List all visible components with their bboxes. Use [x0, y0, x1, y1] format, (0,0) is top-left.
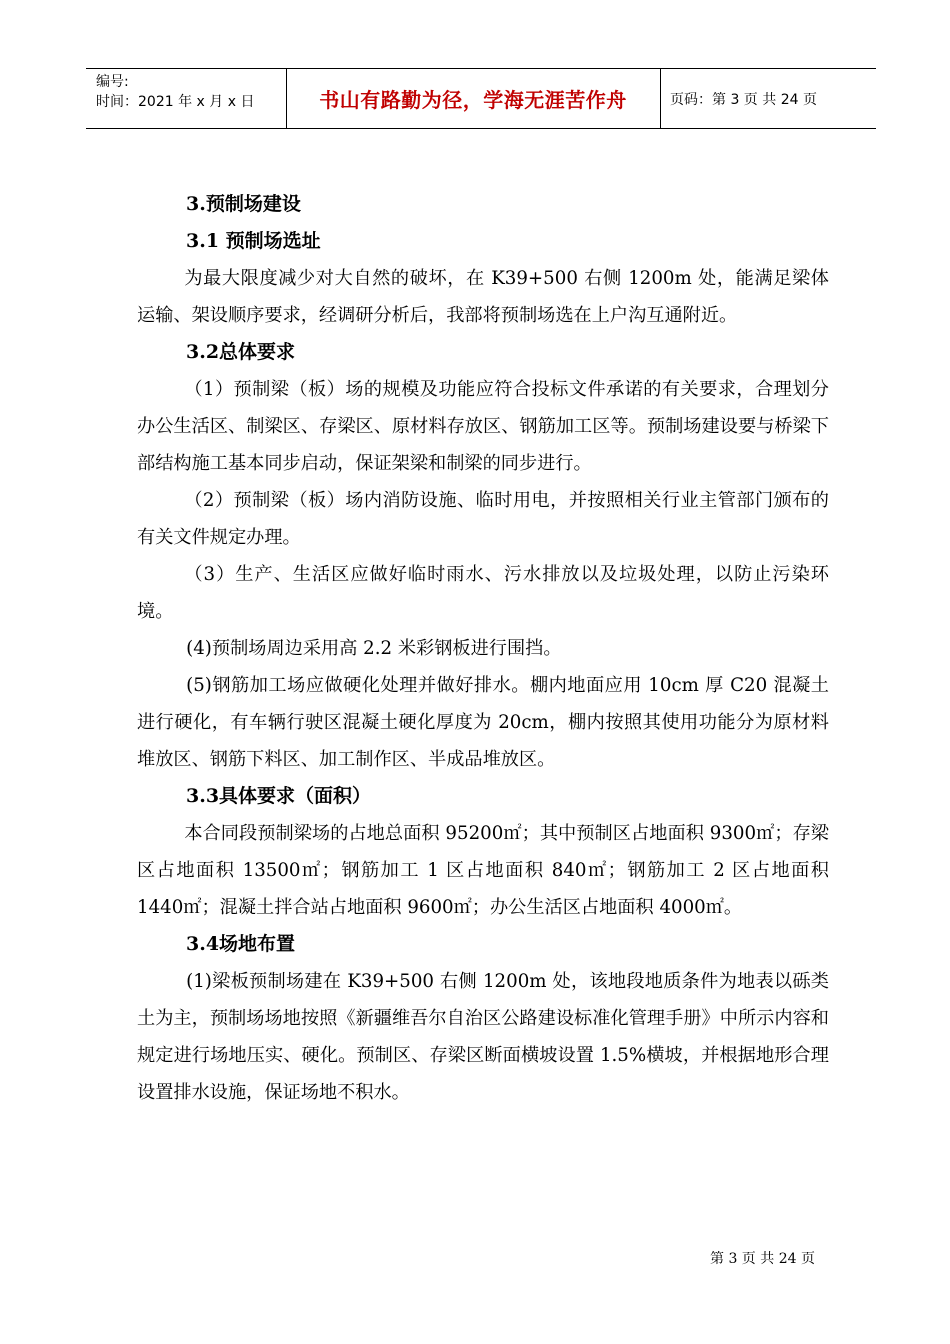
- header-page-label: 页码：第 3 页 共 24 页: [670, 91, 817, 108]
- section-heading: 3.4场地布置: [186, 933, 296, 955]
- body-paragraph: (1)梁板预制场建在 K39+500 右侧 1200m 处，该地段地质条件为地表以砾类土为主，预制场场地按照《新疆维吾尔自治区公路建设标准化管理手册》中所示内容和规定进行场地压实、硬化。预制区、存梁区断面横坡设置 1.5%横坡，并根据地形合理设置排水设施，保证场地不积水。: [137, 971, 829, 1103]
- header-motto: 书山有路勤为径，学海无涯苦作舟: [319, 88, 627, 112]
- body-paragraph: （2）预制梁（板）场内消防设施、临时用电，并按照相关行业主管部门颁布的有关文件规定办理。: [137, 490, 829, 548]
- body-paragraph: (4)预制场周边采用高 2.2 米彩钢板进行围挡。: [186, 638, 562, 659]
- section-heading: 3.3具体要求（面积）: [186, 785, 372, 807]
- body-paragraph: （3）生产、生活区应做好临时雨水、污水排放以及垃圾处理，以防止污染环境。: [137, 564, 829, 622]
- body-paragraph: 为最大限度减少对大自然的破坏，在 K39+500 右侧 1200m 处，能满足梁体运输、架设顺序要求，经调研分析后，我部将预制场选在上户沟互通附近。: [137, 268, 829, 326]
- section-heading: 3.2总体要求: [186, 341, 296, 363]
- section-heading: 3.预制场建设: [186, 193, 301, 215]
- header-meta: [96, 72, 254, 112]
- header-time-label: 时间：2021 年 x 月 x 日: [96, 94, 255, 110]
- body-paragraph: (5)钢筋加工场应做硬化处理并做好排水。棚内地面应用 10cm 厚 C20 混凝土进行硬化，有车辆行驶区混凝土硬化厚度为 20cm，棚内按照其使用功能分为原材料堆放区、钢筋下料区、加工制作区、半成品堆放区。: [137, 675, 829, 770]
- body-paragraph: （1）预制梁（板）场的规模及功能应符合投标文件承诺的有关要求，合理划分办公生活区、制梁区、存梁区、原材料存放区、钢筋加工区等。预制场建设要与桥梁下部结构施工基本同步启动，保证架梁和制梁的同步进行。: [137, 379, 829, 474]
- page-header: [86, 68, 876, 130]
- page-footer: 第 3 页 共 24 页: [710, 1251, 815, 1267]
- body-paragraph: 本合同段预制梁场的占地总面积 95200㎡；其中预制区占地面积 9300㎡；存梁区占地面积 13500㎡；钢筋加工 1 区占地面积 840㎡；钢筋加工 2 区占地面积 1440㎡；混凝土拌合站占地面积 9600㎡；办公生活区占地面积 4000㎡。: [137, 823, 829, 918]
- document-body: [137, 186, 829, 1111]
- header-number-label: 编号:: [96, 74, 129, 90]
- section-heading: 3.1 预制场选址: [186, 230, 321, 252]
- header-divider: [660, 68, 661, 129]
